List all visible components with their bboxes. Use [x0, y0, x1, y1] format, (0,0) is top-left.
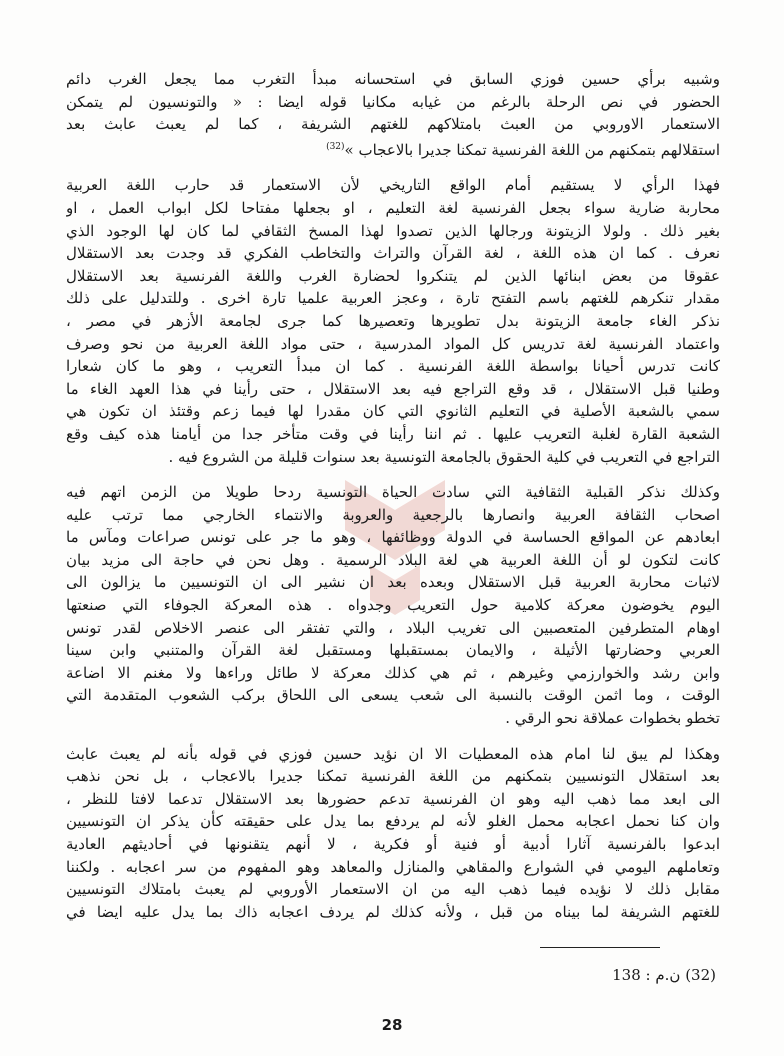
text-line: مقدار تنكرهم للغتهم باسم التفتح تارة ، وعجز العربية علميا تارة اخرى . وللتدليل على ذلك [66, 289, 720, 308]
text-line: الشعبة القارة لغلبة التعريب عليها . ثم اننا رأينا في وقت متأخر جدا من أيامنا هذه كيف وقع [66, 424, 720, 443]
text-line: الى ابعد مما ذهب اليه وهو ان الفرنسية تدعم حضورها بعد الاستقلال تدعما لافتا للنظر ، [66, 789, 720, 808]
text-line: وان كنا نحمل اعجابه محمل الغلو لأنه لم يردفع بما يدل على حقيقته كأن يذكر ان التونسيين [66, 812, 720, 831]
text-line: وشبيه برأي حسين فوزي السابق في استحسانه مبدأ التغرب مما يجعل الغرب دائم [66, 70, 720, 88]
paragraph-1 [66, 68, 720, 161]
text-line: اوهام المتطرفين المتعصبين الى تغريب البلاد ، والتي تفتقر الى عنصر الاخلاص لقدر تونس [66, 618, 720, 637]
text-line: وابن رشد والخوارزمي وغيرهم ، ثم هي كذلك معركة لا طائل وراءها ولا مغنم الا اضاعة [66, 663, 720, 682]
text-line-content: استقلالهم بتمكنهم من اللغة الفرنسية تمكنا جديرا بالاعجاب » [344, 140, 720, 159]
text-line: واعتماد الفرنسية لغة تدريس كل المواد المدرسية ، حتى مواد اللغة العربية من نحو وصرف [66, 334, 720, 353]
text-line: للغتهم الشريفة لما بيناه من قبل ، ولأنه كذلك لم يردف اعجابه ذاك بما يدل عليه ايضا في [66, 902, 720, 921]
text-line: لاثبات محاربة العربية قبل الاستقلال وبعده بعد ان نشير الى ان التونسيين ما يزالون الى [66, 573, 720, 592]
paragraph-2 [66, 174, 720, 468]
text-line: الوقت ، وما اثمن الوقت بالنسبة الى شعب يسعى الى اللحاق بركب الشعوب المتقدمة التي [66, 686, 720, 705]
text-line: بعد استقلال التونسيين بتمكنهم من اللغة الفرنسية تمكنا جديرا بالاعجاب ، بل نحن نذهب [66, 767, 720, 786]
footnote: (32) ن.م : 138 [612, 966, 716, 984]
text-line: وهكذا لم يبق لنا امام هذه المعطيات الا ان نؤيد حسين فوزي في قوله بأنه لم يعبث عابث [66, 744, 720, 763]
body-text [66, 68, 720, 936]
text-line: محاربة ضارية سواء بجعل الفرنسية لغة التعليم ، او بجعلها مفتاحا لكل ابواب العمل ، او [66, 198, 720, 217]
paragraph-4 [66, 743, 720, 924]
text-line: مقابل ذلك لا نؤيده فيما ذهب اليه من ان الاستعمار الأوروبي لم يعبث بامتلاك التونسيين [66, 880, 720, 899]
text-line: ابدعوا بالفرنسية آثارا أدبية أو فنية أو فكرية ، لا أنهم يتقنونها في أحاديثهم العادية [66, 835, 720, 853]
text-line: بغير ذلك . ولولا الزيتونة ورجالها الذين تصدوا لهذا المسخ الثقافي لما كان لها الوجود الذي [66, 221, 720, 240]
text-line: وتعاملهم اليومي في الشوارع والمقاهي والمنازل والمعاهد وهو المفهوم من سر اعجابه . ولكننا [66, 857, 720, 876]
text-line: كانت تدرس أحيانا بواسطة اللغة الفرنسية . كما ان مبدأ التعريب ، وهو ما كان شعارا [66, 357, 720, 376]
text-line: العربي وحضارتها الأثيلة ، والايمان بمستقبلها ومستقبل لغة القرآن والمتنبي وابن سينا [66, 641, 720, 660]
text-line: سمي بالشعبة الأصلية في التعليم الثانوي التي كان مقدرا لها فيما زعم وقتئذ ان تكون هي [66, 402, 720, 421]
text-line: نذكر الغاء جامعة الزيتونة بدل تطويرها وتعصيرها كما جرى لجامعة الأزهر في مصر ، [66, 311, 720, 330]
text-line: كانت لتكون لو أن اللغة العربية هي لغة البلاد الرسمية . وهل نحن في حاجة الى مزيد بيان [66, 550, 720, 569]
text-line: وكذلك نذكر القبلية الثقافية التي سادت الحياة التونسية ردحا طويلا من الزمن اتهم فيه [66, 483, 720, 502]
text-line: تخطو بخطوات عملاقة نحو الرقي . [505, 709, 720, 728]
text-line: الاستعمار الاوروبي من العبث بامتلاكهم للغتهم الشريفة ، كما لم يعبث عابث بعد [66, 115, 720, 134]
text-line: اليوم يخوضون معركة كلامية حول التعريب وجدواه . هذه المعركة الجوفاء التي صنعتها [66, 596, 720, 615]
text-line [66, 136, 720, 162]
text-line: وطنيا قبل الاستقلال ، قد وقع التراجع فيه بعد الاستقلال ، حتى رأينا في هذا العهد الغاء ما [66, 379, 720, 398]
page-number: 28 [381, 1016, 403, 1034]
text-line: عقوقا من بعض ابنائها الذين لم يتنكروا لحضارة الغرب واللغة الفرنسية بعد الاستقلال [66, 266, 720, 285]
footnote-reference: (32) [326, 141, 345, 152]
footnote-divider [540, 947, 660, 948]
text-line: اصحاب الثقافة العربية وانصارها بالرجعية والعروبة والانتماء الخارجي مما ترتب عليه [66, 505, 720, 524]
text-line: نعرف . كما ان هذه اللغة ، لغة القرآن والتراث والتخاطب الفكري قد وجدت بعد الاستقلال [66, 244, 720, 263]
text-line: ابعادهم عن المواقع الحساسة في الدولة ووظائفها ، وهو ما جر على تونس صراعات ومآس ما [66, 528, 720, 547]
paragraph-3 [66, 481, 720, 730]
text-line: الحضور في نص الرحلة بالرغم من غيابه مكانيا قوله ايضا : « والتونسيون لم يتمكن [66, 92, 720, 111]
text-line: فهذا الرأي لا يستقيم أمام الواقع التاريخي لأن الاستعمار قد حارب اللغة العربية [66, 176, 720, 195]
text-line: التراجع في التعريب في كلية الحقوق بالجامعة التونسية بعد سنوات قليلة من الشروع فيه . [168, 447, 720, 466]
